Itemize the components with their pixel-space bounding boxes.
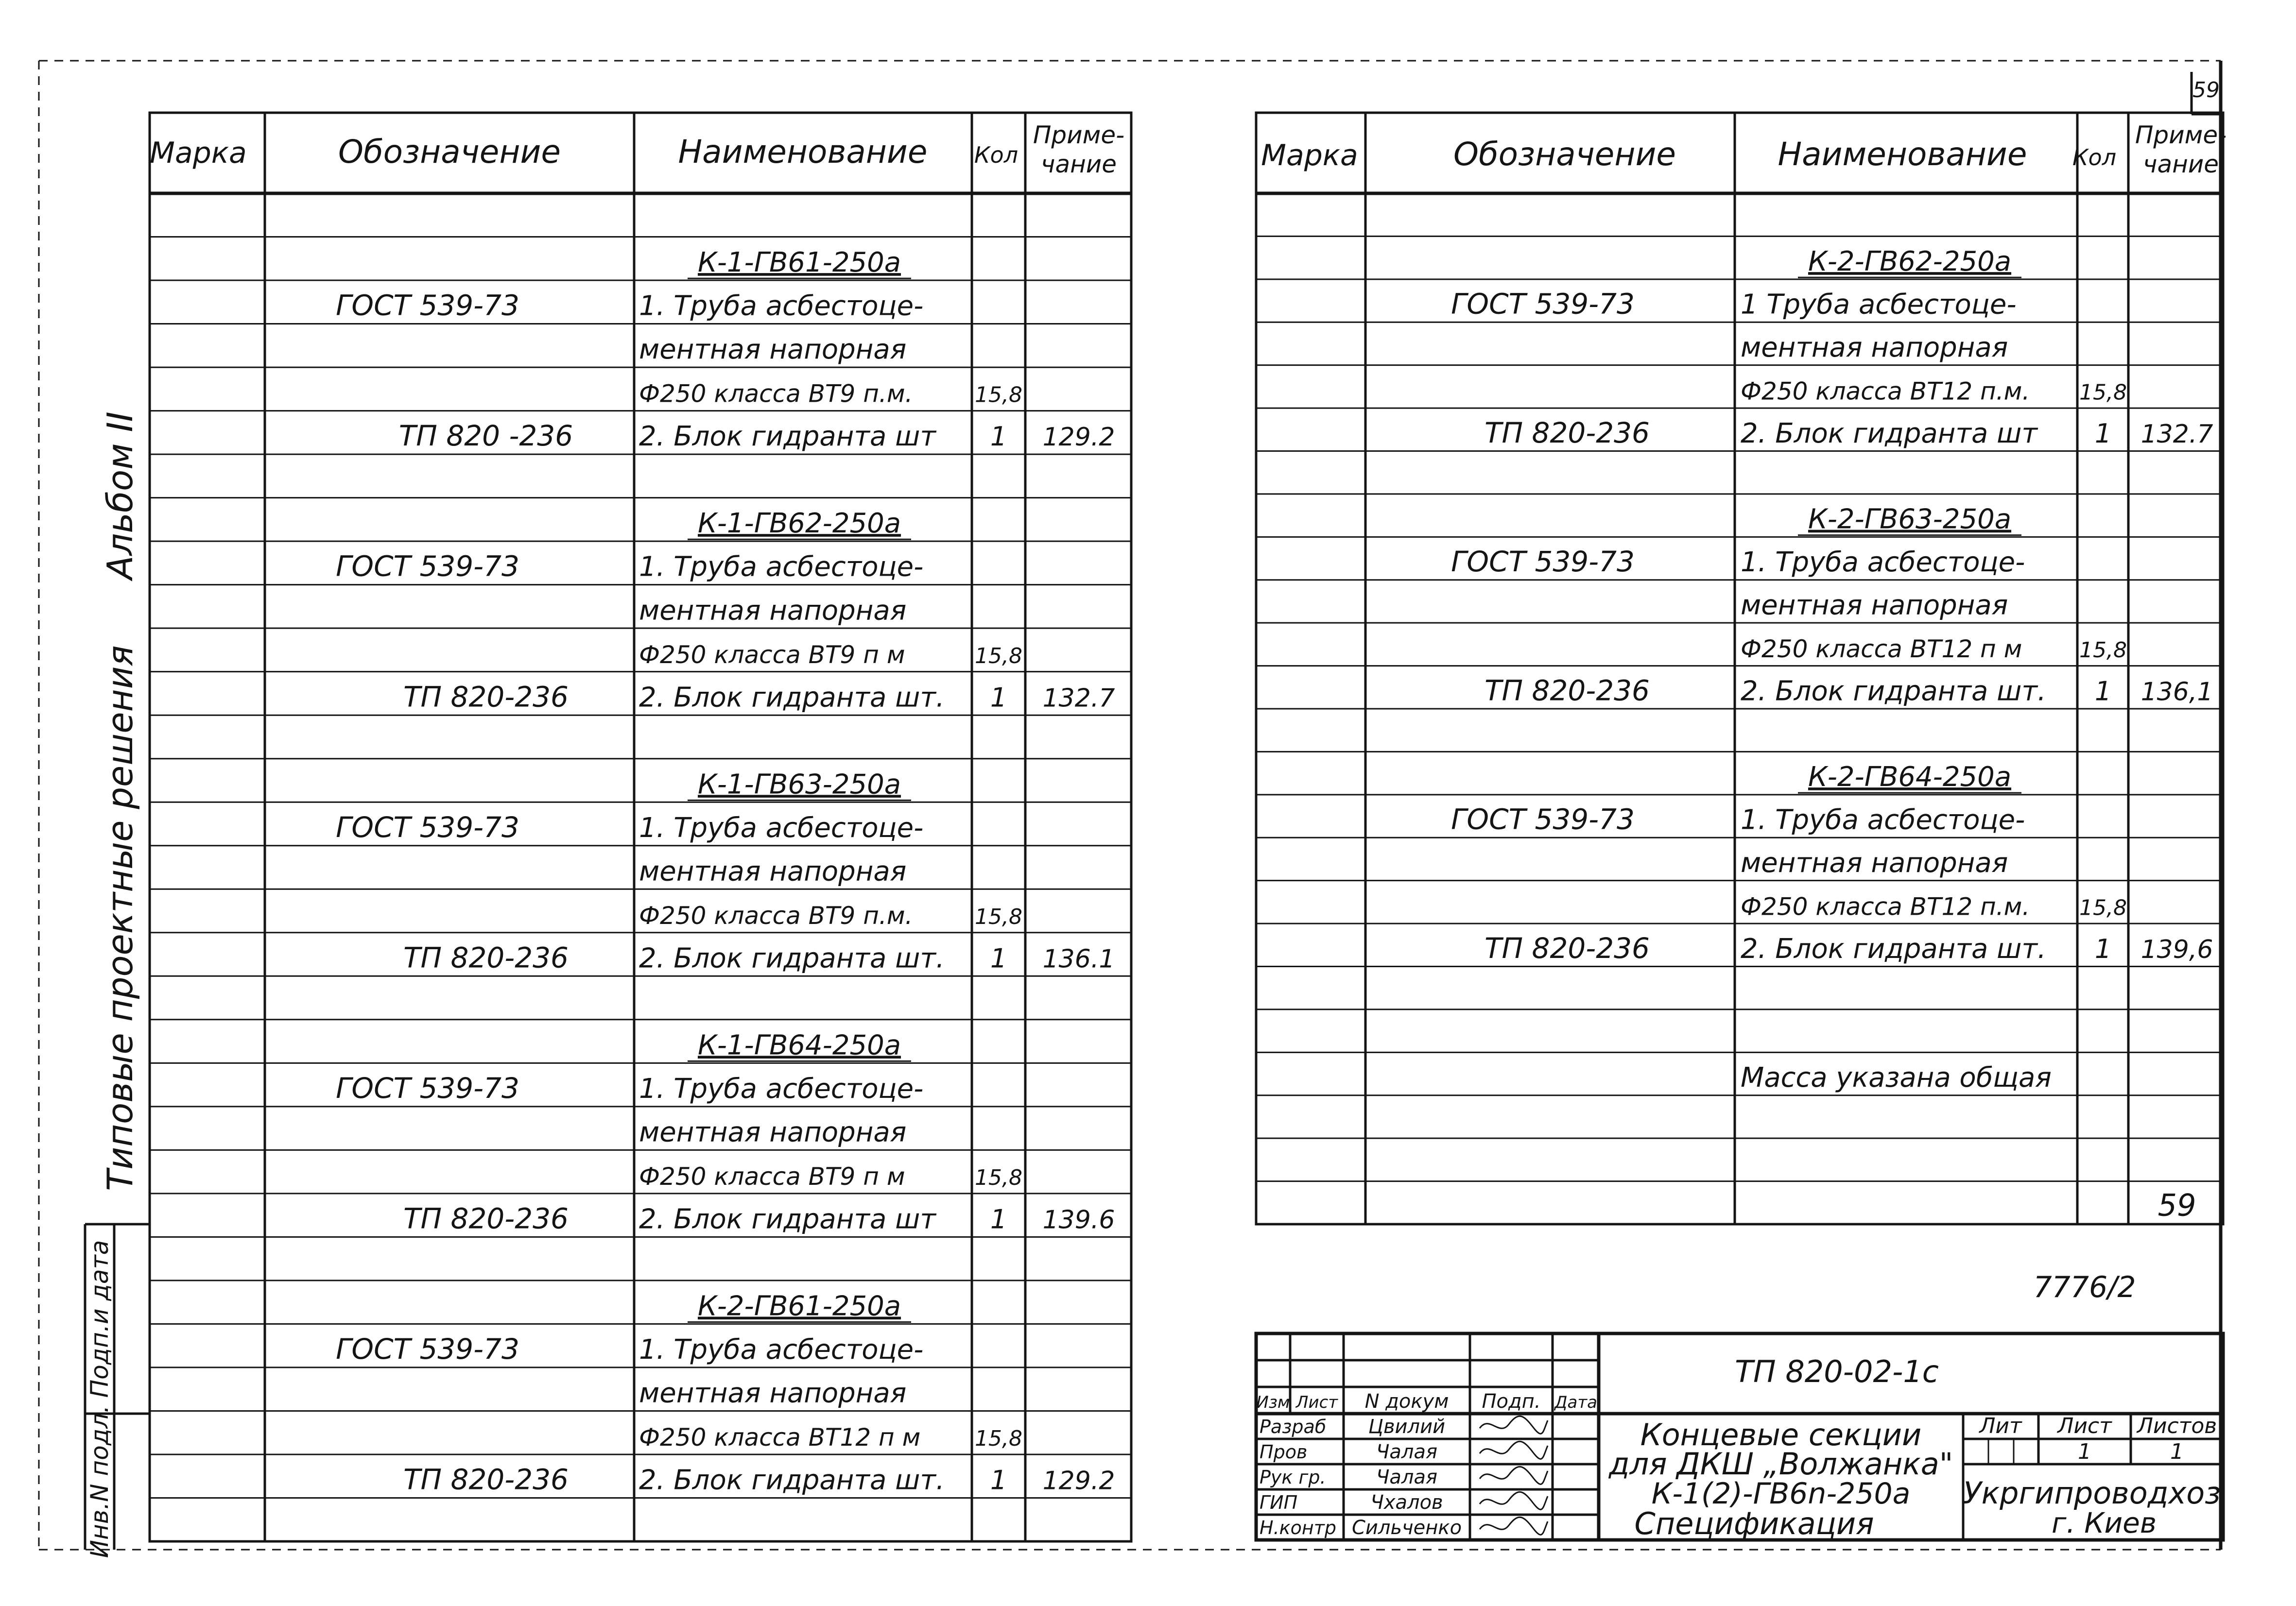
- signature-row: [1260, 1466, 1548, 1488]
- title-block-signatures: [1260, 1416, 1548, 1539]
- table-row: [399, 419, 1115, 452]
- table-row: [403, 941, 1115, 974]
- organization-city: г. Киев: [2051, 1506, 2157, 1539]
- row-naimenovanie: Ф250 класса ВТ12 п м: [639, 1423, 921, 1452]
- row-kol: 15,8: [975, 1426, 1022, 1452]
- row-naimenovanie: ментная напорная: [639, 595, 907, 627]
- table-row: [1485, 674, 2213, 707]
- person-name: Чхалов: [1370, 1491, 1443, 1514]
- person-name: Сильченко: [1351, 1517, 1462, 1539]
- table-row: [639, 380, 1022, 408]
- header-primechanie-1: Приме-: [2135, 121, 2227, 149]
- row-oboznachenie: ТП 820-236: [1485, 931, 1650, 965]
- table-row: [1451, 803, 2025, 836]
- role-label: Рук гр.: [1260, 1467, 1326, 1488]
- row-naimenovanie: 1. Труба асбестоце-: [1741, 547, 2025, 579]
- signature-scribble: [1480, 1517, 1548, 1535]
- row-primechanie: 136.1: [1042, 944, 1115, 974]
- header-podp: Подп.: [1482, 1390, 1541, 1413]
- row-naimenovanie: 2. Блок гидранта шт.: [1741, 675, 2046, 707]
- row-oboznachenie: ГОСТ 539-73: [336, 289, 519, 322]
- row-naimenovanie: 1 Труба асбестоце-: [1741, 289, 2017, 321]
- table-row: [639, 855, 906, 887]
- table-row: [688, 1291, 911, 1322]
- row-naimenovanie: 2. Блок гидранта шт.: [639, 1464, 945, 1496]
- table-row: [1798, 761, 2021, 793]
- row-kol: 1: [2094, 933, 2112, 964]
- table-row: [639, 1423, 1022, 1452]
- row-naimenovanie: Ф250 класса ВТ9 п.м.: [639, 901, 913, 930]
- table-row: [1741, 1062, 2052, 1093]
- row-primechanie: 129.2: [1042, 423, 1115, 452]
- row-section-title: К-1-ГВ61-250а: [697, 247, 901, 279]
- table-row: [1798, 504, 2021, 535]
- listov-label: Листов: [2137, 1414, 2217, 1438]
- row-oboznachenie: ТП 820-236: [403, 1202, 569, 1235]
- list-label: Лист: [2057, 1414, 2112, 1438]
- row-naimenovanie: ментная напорная: [1741, 331, 2008, 363]
- row-kol: 1: [990, 1465, 1007, 1496]
- row-naimenovanie: 2. Блок гидранта шт: [639, 421, 936, 453]
- inv-podl-label: Инв.N подл.: [86, 1405, 114, 1558]
- row-section-title: К-1-ГВ62-250а: [697, 508, 901, 540]
- person-name: Цвилий: [1368, 1416, 1446, 1438]
- row-kol: 15,8: [2079, 895, 2127, 921]
- row-naimenovanie: 1. Труба асбестоце-: [639, 812, 924, 844]
- role-label: Н.контр: [1260, 1517, 1336, 1538]
- table-row: [403, 680, 1115, 713]
- row-oboznachenie: ГОСТ 539-73: [1451, 803, 1635, 836]
- row-naimenovanie: 1. Труба асбестоце-: [639, 1073, 924, 1105]
- table-row: [639, 1116, 906, 1148]
- row-primechanie: 129.2: [1042, 1466, 1115, 1496]
- row-oboznachenie: ТП 820-236: [1485, 416, 1650, 449]
- table-row: [639, 902, 1022, 930]
- table-row: [639, 641, 1022, 669]
- signature-row: [1260, 1441, 1548, 1463]
- row-kol: 15,8: [2079, 380, 2127, 405]
- row-primechanie: 132.7: [2141, 419, 2213, 449]
- header-kol: Кол: [974, 142, 1019, 168]
- table-row: [688, 508, 911, 539]
- header-marka: Марка: [150, 136, 247, 170]
- page-number-top: 59: [2192, 78, 2220, 103]
- signature-row: [1260, 1416, 1548, 1438]
- row-section-title: К-1-ГВ64-250а: [697, 1029, 901, 1061]
- header-primechanie-2: чание: [1040, 150, 1117, 178]
- row-naimenovanie: Ф250 класса ВТ9 п м: [639, 640, 905, 669]
- inventory-number: 7776/2: [2033, 1270, 2136, 1304]
- row-kol: 1: [2094, 676, 2112, 707]
- header-oboznachenie: Обозначение: [338, 133, 561, 171]
- table-row: [1741, 332, 2008, 363]
- row-kol: 1: [990, 1204, 1007, 1235]
- table-row: [1741, 892, 2127, 921]
- series-label: Типовые проектные решения: [100, 645, 140, 1191]
- row-naimenovanie: ментная напорная: [639, 1377, 907, 1409]
- table-row: [1485, 932, 2213, 965]
- row-primechanie: 136,1: [2141, 677, 2213, 707]
- header-list: Лист: [1295, 1393, 1338, 1412]
- signature-scribble: [1480, 1467, 1548, 1484]
- side-strip: [85, 411, 150, 1558]
- row-naimenovanie: 2. Блок гидранта шт: [1741, 417, 2037, 449]
- person-name: Чалая: [1376, 1441, 1438, 1463]
- table-row: [403, 1463, 1115, 1496]
- row-primechanie: 139.6: [1042, 1205, 1115, 1235]
- row-oboznachenie: ГОСТ 539-73: [1451, 545, 1635, 579]
- signature-row: [1260, 1491, 1548, 1514]
- table-row: [336, 1072, 923, 1105]
- header-primechanie-1: Приме-: [1033, 121, 1125, 149]
- row-naimenovanie: Ф250 класса ВТ12 п.м.: [1741, 377, 2030, 406]
- header-primechanie-2: чание: [2142, 150, 2219, 178]
- row-naimenovanie: Ф250 класса ВТ12 п м: [1741, 634, 2022, 663]
- role-label: ГИП: [1260, 1492, 1298, 1513]
- row-section-title: К-2-ГВ64-250а: [1808, 761, 2012, 793]
- row-naimenovanie: ментная напорная: [639, 855, 907, 888]
- row-kol: 15,8: [975, 904, 1022, 929]
- table-row: [639, 334, 906, 365]
- row-section-title: К-2-ГВ61-250а: [697, 1290, 901, 1322]
- signature-scribble: [1480, 1492, 1548, 1509]
- left-table-rows: [336, 247, 1115, 1496]
- row-naimenovanie: Масса указана общая: [1741, 1062, 2052, 1094]
- left-specification-table: [150, 113, 1131, 1541]
- row-naimenovanie: ментная напорная: [639, 1116, 907, 1148]
- table-row: [2158, 1187, 2196, 1223]
- row-naimenovanie: Ф250 класса ВТ12 п.м.: [1741, 892, 2030, 921]
- organization-name: Укргипроводхоз: [1963, 1475, 2221, 1511]
- row-section-title: К-2-ГВ63-250а: [1808, 503, 2012, 535]
- row-oboznachenie: ГОСТ 539-73: [336, 549, 519, 583]
- row-primechanie: 59: [2158, 1187, 2196, 1223]
- row-kol: 1: [990, 682, 1007, 713]
- table-row: [1741, 589, 2008, 621]
- list-value: 1: [2078, 1439, 2091, 1464]
- left-table-header: [150, 121, 1124, 178]
- row-naimenovanie: 2. Блок гидранта шт.: [1741, 933, 2046, 965]
- table-row: [688, 247, 911, 278]
- row-section-title: К-1-ГВ63-250а: [697, 769, 901, 801]
- row-naimenovanie: 1. Труба асбестоце-: [639, 1334, 924, 1366]
- row-oboznachenie: ТП 820-236: [1485, 674, 1650, 707]
- album-label: Альбом II: [100, 411, 140, 580]
- table-row: [1741, 377, 2127, 405]
- header-kol: Кол: [2072, 144, 2117, 171]
- listov-value: 1: [2170, 1439, 2184, 1464]
- table-row: [639, 1378, 906, 1409]
- row-kol: 15,8: [975, 643, 1022, 668]
- row-naimenovanie: 1. Труба асбестоце-: [1741, 804, 2025, 836]
- row-oboznachenie: ГОСТ 539-73: [336, 1071, 519, 1105]
- row-oboznachenie: ТП 820-236: [403, 680, 569, 714]
- podp-data-label: Подп.и дата: [86, 1240, 114, 1398]
- title-line-4: Спецификация: [1634, 1506, 1874, 1541]
- row-naimenovanie: ментная напорная: [1741, 847, 2008, 879]
- right-specification-table: [1256, 113, 2227, 1224]
- row-kol: 15,8: [975, 382, 1022, 408]
- signature-scribble: [1480, 1416, 1548, 1434]
- title-block: [1256, 1333, 2223, 1541]
- row-naimenovanie: ментная напорная: [639, 334, 907, 366]
- lit-label: Лит: [1979, 1414, 2022, 1438]
- table-row: [336, 1333, 923, 1366]
- row-oboznachenie: ГОСТ 539-73: [1451, 287, 1635, 321]
- signature-row: [1260, 1517, 1548, 1539]
- header-oboznachenie: Обозначение: [1453, 136, 1676, 173]
- table-row: [336, 289, 923, 322]
- row-section-title: К-2-ГВ62-250а: [1808, 246, 2012, 278]
- role-label: Пров: [1260, 1441, 1308, 1463]
- row-naimenovanie: 1. Труба асбестоце-: [639, 551, 924, 583]
- role-label: Разраб: [1260, 1416, 1327, 1437]
- row-kol: 15,8: [2079, 637, 2127, 663]
- title-line-1: Концевые секции: [1640, 1417, 1922, 1452]
- person-name: Чалая: [1376, 1466, 1438, 1488]
- table-row: [688, 769, 911, 800]
- table-row: [639, 1162, 1022, 1191]
- table-row: [688, 1029, 911, 1061]
- table-row: [1741, 847, 2008, 879]
- header-n-dokum: N докум: [1364, 1390, 1449, 1413]
- right-table-header: [1261, 121, 2227, 178]
- row-primechanie: 132.7: [1042, 683, 1115, 713]
- header-naimenovanie: Наименование: [678, 133, 928, 171]
- table-row: [1798, 246, 2021, 277]
- row-oboznachenie: ТП 820 -236: [398, 419, 573, 453]
- row-kol: 1: [990, 943, 1007, 974]
- row-oboznachenie: ТП 820-236: [403, 1463, 569, 1496]
- table-row: [639, 595, 906, 626]
- table-row: [336, 550, 923, 583]
- row-kol: 1: [990, 421, 1007, 452]
- row-oboznachenie: ГОСТ 539-73: [336, 810, 519, 844]
- header-izm: Изм: [1256, 1393, 1290, 1412]
- table-row: [1451, 545, 2025, 578]
- row-naimenovanie: 2. Блок гидранта шт.: [639, 942, 945, 974]
- row-naimenovanie: Ф250 класса ВТ9 п м: [639, 1162, 905, 1191]
- row-primechanie: 139,6: [2141, 935, 2213, 964]
- page-number-box: [2192, 72, 2221, 114]
- row-naimenovanie: 2. Блок гидранта шт.: [639, 682, 945, 714]
- table-row: [403, 1202, 1115, 1235]
- table-row: [336, 811, 923, 844]
- header-marka: Марка: [1261, 138, 1358, 172]
- table-row: [1741, 635, 2127, 663]
- header-naimenovanie: Наименование: [1778, 136, 2027, 173]
- row-naimenovanie: 2. Блок гидранта шт: [639, 1203, 936, 1235]
- row-kol: 1: [2094, 418, 2112, 449]
- row-naimenovanie: Ф250 класса ВТ9 п.м.: [639, 379, 913, 408]
- row-naimenovanie: ментная напорная: [1741, 589, 2008, 621]
- header-data: Дата: [1554, 1393, 1598, 1412]
- row-naimenovanie: 1. Труба асбестоце-: [639, 290, 924, 322]
- table-row: [1485, 416, 2213, 449]
- title-line-3: К-1(2)-ГВ6n-250а: [1651, 1477, 1911, 1511]
- row-oboznachenie: ТП 820-236: [403, 941, 569, 974]
- right-table-rows: [1451, 246, 2213, 1223]
- signature-scribble: [1480, 1441, 1548, 1459]
- row-kol: 15,8: [975, 1165, 1022, 1190]
- document-designation: ТП 820-02-1с: [1735, 1354, 1939, 1389]
- title-line-2: для ДКШ „Волжанка": [1608, 1446, 1953, 1482]
- row-oboznachenie: ГОСТ 539-73: [336, 1333, 519, 1366]
